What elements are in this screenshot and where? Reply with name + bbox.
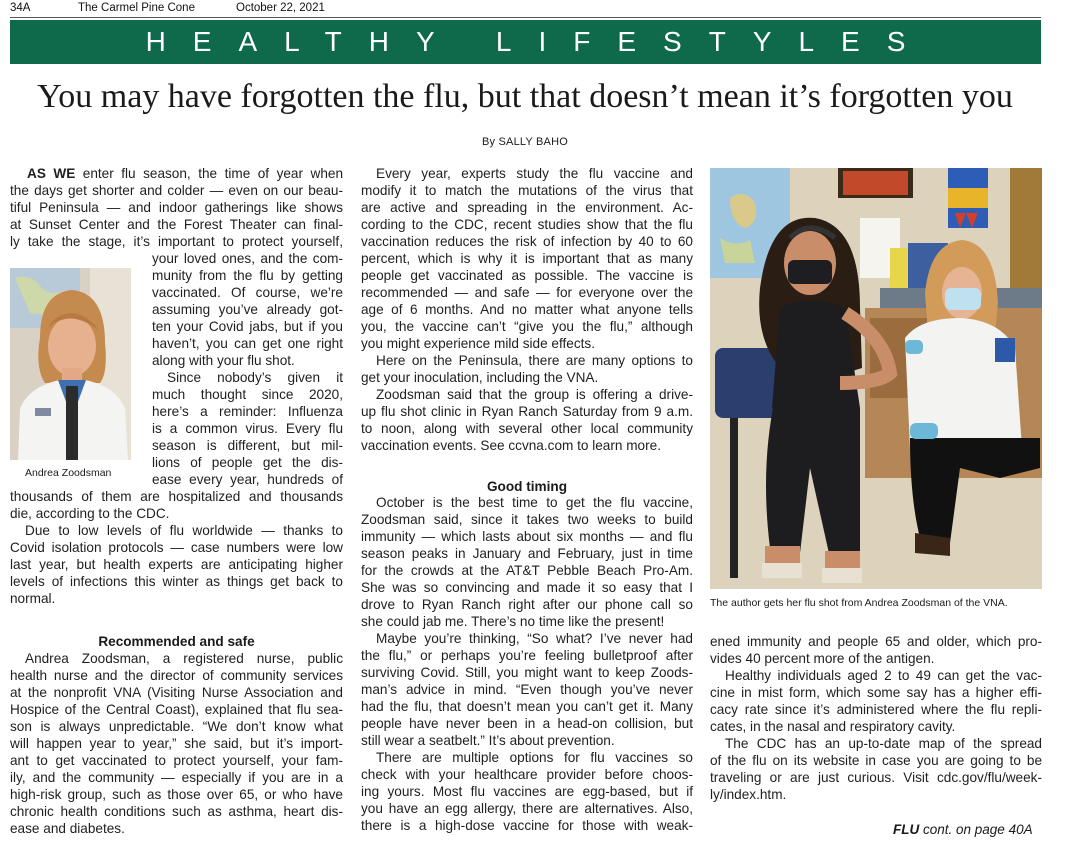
text-line-rest: enter flu season, the time of year when	[75, 166, 343, 181]
text-line: normal.	[10, 591, 56, 606]
text-line: tiful Peninsula — and indoor gatherings like shows	[10, 200, 343, 215]
text-line: she could jab me. There’s no time like the present!	[361, 614, 665, 629]
text-line: you might experience mild side effects.	[361, 336, 595, 351]
text-line: up flu shot clinic in Ryan Ranch Saturday from 9 a.m.	[361, 404, 693, 419]
text-line: traveling or are just curious. Visit cdc.gov/flu/week-	[710, 770, 1042, 785]
jump-text: cont. on page 40A	[919, 822, 1033, 837]
text-line: ten your Covid jabs, but if you	[152, 319, 343, 334]
text-line: Here on the Peninsula, there are many options to	[376, 353, 693, 368]
text-line: get your inoculation, including the VNA.	[361, 370, 599, 385]
text-line: haven’t, you can get one right	[152, 336, 343, 351]
lead-in: AS WE	[27, 166, 76, 181]
text-line: of the flu on its website in case you are going to be	[710, 753, 1042, 768]
text-line: at Sunset Center and the Forest Theater can final-	[10, 217, 343, 232]
text-line: much thought since 2020,	[152, 387, 343, 402]
text-line: die, according to the CDC.	[10, 506, 170, 521]
text-line: Every year, experts study the flu vaccine and	[376, 166, 693, 181]
text-line: at the nonprofit VNA (Visiting Nurse Association and	[10, 685, 343, 700]
text-line: She was so convincing and made it so easy that I	[361, 580, 693, 595]
text-line: Maybe you’re thinking, “So what? I’ve never had	[376, 631, 693, 646]
text-line: Healthy individuals aged 2 to 49 can get the vac-	[725, 668, 1042, 683]
text-line: Zoodsman said that the group is offering a drive-	[376, 387, 693, 402]
text-line: is a common virus. Every flu	[152, 421, 343, 436]
text-line: ease every year, hundreds of	[152, 472, 343, 487]
newspaper-name: The Carmel Pine Cone	[78, 2, 195, 14]
text-line: here’s a reminder: Influenza	[152, 404, 343, 419]
text-line: recommended — and safe — for everyone over the	[361, 285, 693, 300]
portrait-photo	[10, 268, 131, 460]
text-line: season is different, but mil-	[152, 438, 343, 453]
text-line: October is the best time to get the flu vaccine,	[376, 495, 693, 510]
text-line: There are multiple options for flu vaccines so	[376, 750, 693, 765]
text-line: still wear a seatbelt.” It’s about prevention.	[361, 733, 615, 748]
text-line: ant to get vaccinated to protect yourself, your fam-	[10, 753, 343, 768]
page-number: 34A	[10, 2, 31, 14]
byline: By SALLY BAHO	[482, 136, 568, 148]
text-line: last year, but health experts are anticipating higher	[10, 557, 343, 572]
folio-rule	[10, 17, 1041, 18]
text-line: had the flu, that doesn’t mean you can’t get it. Many	[361, 699, 693, 714]
text-line: assuming you’ve already got-	[152, 302, 343, 317]
text-line: percent, which is why it is important that as many	[361, 251, 693, 266]
continuation-jump	[893, 822, 1033, 837]
text-line: your loved ones, and the com-	[152, 251, 343, 266]
text-line: Covid isolation protocols — case numbers were low	[10, 540, 343, 555]
text-line: there is a high-dose vaccine for those with weak-	[361, 818, 693, 833]
text-line: people get vaccinated as possible. The vaccine is	[361, 268, 693, 283]
text-line: you, the vaccine can’t “give you the flu,” although	[361, 319, 693, 334]
text-line: ened immunity and people 65 and older, which pro-	[710, 634, 1042, 649]
text-line: for the crowds at the AT&T Pebble Beach Pro-Am.	[361, 563, 693, 578]
text-line: surviving Covid. Still, you might want to keep Zoods-	[361, 665, 693, 680]
text-line: Andrea Zoodsman, a registered nurse, public	[25, 651, 343, 666]
vaccination-photo	[710, 168, 1042, 589]
text-line: munity from the flu by getting	[152, 268, 343, 283]
text-line: are active and spreading in the environment. Ac-	[361, 200, 693, 215]
text-line: the flu,” or perhaps you’re feeling bulletproof after	[361, 648, 693, 663]
text-line: to noon, along with several other local community	[361, 421, 693, 436]
text-line: modify it to match the mutations of the virus that	[361, 183, 693, 198]
text-line: cates, in the nasal and respiratory cavity.	[710, 719, 956, 734]
text-line: cording to the CDC, recent studies show that the flu	[361, 217, 693, 232]
text-line: age of 6 months. And no matter what anyone tells	[361, 302, 693, 317]
text-line: along with your flu shot.	[152, 353, 295, 368]
text-line: ly take the stage, it’s important to protect yourself,	[10, 234, 343, 249]
text-line: Due to low levels of flu worldwide — thanks to	[25, 523, 343, 538]
subhead-recommended: Recommended and safe	[98, 634, 255, 649]
text-line: levels of infections this winter as things get back to	[10, 574, 343, 589]
issue-date: October 22, 2021	[236, 2, 325, 14]
text-line: drove to Ryan Ranch right after our phone call so	[361, 597, 693, 612]
text-line: health nurse and the director of community services	[10, 668, 343, 683]
text-line: lions of people get the dis-	[152, 455, 343, 470]
text-line: vaccination reduces the risk of infection by 40 to 60	[361, 234, 693, 249]
text-line: will happen year to year,” she said, but it’s import-	[10, 736, 343, 751]
text-line: the days get shorter and colder — even on our beau-	[10, 183, 343, 198]
text-line: ly/index.htm.	[710, 787, 787, 802]
text-line: Since nobody’s given it	[167, 370, 343, 385]
text-line: man’s advice in mind. “Even though you’ve never	[361, 682, 693, 697]
text-line: season peaks in January and February, just in time	[361, 546, 693, 561]
text-line: Zoodsman said, since it takes two weeks to build	[361, 512, 693, 527]
text-line: vaccination events. See ccvna.com to learn more.	[361, 438, 661, 453]
text-line: vides 40 percent more of the antigen.	[710, 651, 935, 666]
headline: You may have forgotten the flu, but that doesn’t mean it’s forgotten you	[37, 78, 1013, 115]
text-line: check with your healthcare provider before choos-	[361, 767, 693, 782]
text-line: people have never been in a head-on collision, but	[361, 716, 693, 731]
text-line: The CDC has an up-to-date map of the spread	[725, 736, 1042, 751]
text-line: ily, and the community — especially if you are in a	[10, 770, 343, 785]
text-line	[10, 165, 343, 182]
text-line: chronic health conditions such as asthma, heart dis-	[10, 804, 343, 819]
text-line: vaccinated. Of course, we’re	[152, 285, 343, 300]
text-line: cine in mist form, which some say has a higher effi-	[710, 685, 1042, 700]
section-banner	[10, 20, 1041, 64]
photo-caption: The author gets her flu shot from Andrea Zoodsman of the VNA.	[710, 597, 1008, 609]
text-line: thousands of them are hospitalized and thousands	[10, 489, 343, 504]
text-line: ing yours. Most flu vaccines are egg-based, but if	[361, 784, 693, 799]
text-line: ease and diabetes.	[10, 821, 125, 836]
text-line: son is always unpredictable. “We don’t know what	[10, 719, 343, 734]
text-line: cacy rate since it’s administered where the flu repli-	[710, 702, 1042, 717]
section-title: HEALTHY LIFESTYLES	[145, 26, 933, 57]
portrait-caption: Andrea Zoodsman	[25, 467, 112, 479]
text-line: immunity — which lasts about six months — and flu	[361, 529, 693, 544]
subhead-timing: Good timing	[486, 479, 568, 494]
text-line: Hospice of the Central Coast), explained that flu sea-	[10, 702, 343, 717]
text-line: high-risk group, such as those over 65, or who have	[10, 787, 343, 802]
text-line: you have an egg allergy, there are alternatives. Also,	[361, 801, 693, 816]
jump-label: FLU	[893, 822, 920, 837]
